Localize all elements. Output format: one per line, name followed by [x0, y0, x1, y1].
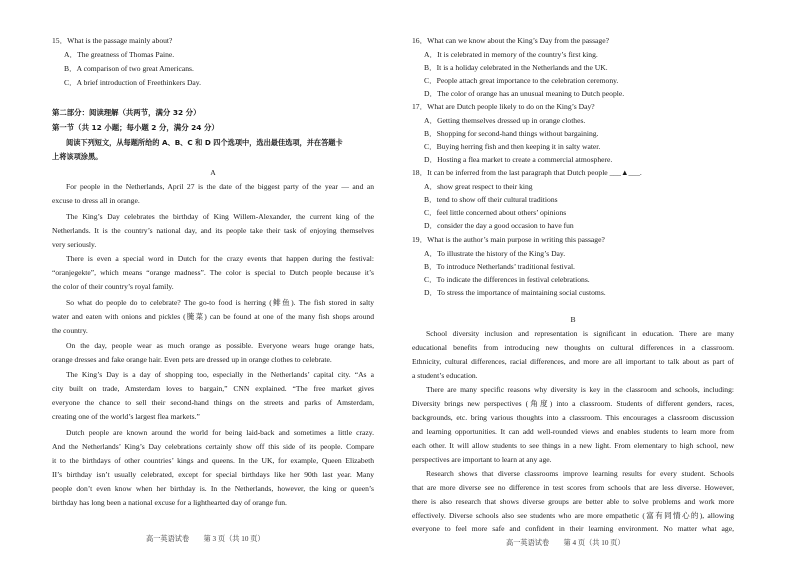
page-footer: 高一英语试卷 第 3 页（共 10 页） [146, 535, 265, 543]
question-18-option-b: B．tend to show off their cultural traditions [424, 195, 558, 204]
passage-a-line: And the Netherlands’ King’s Day celebrations certainly show off this side of its people. Compare [52, 442, 374, 451]
passage-b-line: a student’s education. [412, 371, 478, 380]
passage-a-line: orange dresses and fake orange hair. Even pets are dressed up in orange clothes to celebrate. [52, 355, 332, 364]
passage-a-line: Dutch people are known around the world for being laid-back and sometimes a little crazy. [66, 428, 374, 437]
passage-b-line: School diversity inclusion and representation is significant in education. There are many [426, 329, 734, 338]
passage-a-line: The King’s Day is a day of shopping too, especially in the Netherlands’ capital city. “As a [66, 370, 374, 379]
passage-b-label: B [570, 315, 576, 324]
passage-a-line: it to the birthdays of other countries’ kings and queens. In the UK, for example, Queen Elizabeth [52, 456, 374, 465]
question-15-option-b: B．A comparison of two great Americans. [64, 64, 194, 73]
passage-b-line: effectively. Diverse schools also see students who are more empathetic (富有同情心的), allowing [412, 511, 734, 520]
passage-b-line: Ethnicity, cultural differences, racial differences, and more are all important to talk about as part of [412, 357, 734, 366]
question-17-option-d: D．Hosting a flea market to create a commercial atmosphere. [424, 155, 613, 164]
passage-b-line: Diversity brings new perspectives (角度) into a classroom. Students of different genders, races, [412, 399, 734, 408]
question-17-stem: 17．What are Dutch people likely to do on the King’s Day? [412, 102, 595, 111]
passage-a-line: II’s birthday isn’t usually celebrated, except for special birthdays like her 90th last year. Many [52, 470, 374, 479]
question-16-option-a: A．It is celebrated in memory of the country’s first king. [424, 50, 598, 59]
question-18-option-a: A．show great respect to their king [424, 182, 533, 191]
passage-a-line: water and eaten with onions and pickles (腌菜) can be found at one of the many fish shops around [52, 312, 374, 321]
passage-b-line: and learning opportunities. It can add well-rounded views and enables students to learn more from [412, 427, 734, 436]
passage-a-line: the color of their country’s royal family. [52, 282, 174, 291]
passage-a-line: the country. [52, 326, 88, 335]
question-19-option-a: A．To illustrate the history of the King’s Day. [424, 249, 566, 258]
passage-a-line: Netherlands. It is the country’s national day, and its people take their task of enjoying themselves [52, 226, 374, 235]
passage-a-line: birthday has long been a national excuse for a lighthearted day of orange fun. [52, 498, 287, 507]
question-15-option-a: A．The greatness of Thomas Paine. [64, 50, 175, 59]
section-title: 第一节（共 12 小题；每小题 2 分，满分 24 分） [52, 123, 219, 132]
question-18-option-d: D．consider the day a good occasion to have fun [424, 221, 574, 230]
page-footer: 高一英语试卷 第 4 页（共 10 页） [506, 539, 625, 547]
question-18-option-c: C．feel little concerned about others’ opinions [424, 208, 567, 217]
passage-b-line: Research shows that diverse classrooms improve learning results for every student. Schools [426, 469, 734, 478]
question-19-option-d: D．To stress the importance of maintaining social customs. [424, 288, 606, 297]
passage-a-line: city built on trade, Amsterdam loves to bargain,” CNN explained. “The free market gives [52, 384, 374, 393]
question-19-option-c: C．To indicate the differences in festival celebrations. [424, 275, 590, 284]
passage-b-line: each other. It will allow students to see things in a new light. From elementary to high school, new [412, 441, 734, 450]
passage-b-line: everyone to feel more safe and confident in their learning environment. No matter what age, [412, 524, 734, 533]
question-19-option-b: B．To introduce Netherlands’ traditional festival. [424, 262, 575, 271]
part-title: 第二部分：阅读理解（共两节，满分 32 分） [52, 108, 201, 117]
passage-a-line: So what do people do to celebrate? The go-to food is herring (鲱鱼). The fish stored in salty [66, 298, 374, 307]
passage-b-line: perspectives are important to learn at any age. [412, 455, 552, 464]
passage-b-line: backgrounds, etc. bring various thoughts into a classroom. This encourages a classroom discussion [412, 413, 734, 422]
question-15-stem: 15．What is the passage mainly about? [52, 36, 173, 45]
passage-a-line: excuse to dress all in orange. [52, 196, 140, 205]
passage-b-line: there is also research that shows diverse groups are better able to solve problems and work more [412, 497, 734, 506]
question-17-option-b: B．Shopping for second-hand things without bargaining. [424, 129, 599, 138]
passage-a-line: very seriously. [52, 240, 97, 249]
question-15-option-c: C．A brief introduction of Freethinkers Day. [64, 78, 202, 87]
passage-a-line: “oranjegekte”, which means “orange madness”. The color is special to Dutch people because it’s [52, 268, 374, 277]
question-17-option-c: C．Buying herring fish and then keeping it in salty water. [424, 142, 601, 151]
passage-b-line: educational benefits from introducing new thoughts on cultural differences in a classroom. [412, 343, 734, 352]
question-19-stem: 19．What is the author’s main purpose in writing this passage? [412, 235, 605, 244]
passage-a-line: people don’t even know when her birthday is. In the Netherlands, however, the king or queen’s [52, 484, 374, 493]
question-16-option-b: B．It is a holiday celebrated in the Netherlands and the UK. [424, 63, 608, 72]
passage-a-line: There is even a special word in Dutch for the crazy events that happen during the festival: [66, 254, 374, 263]
passage-a-line: For people in the Netherlands, April 27 is the date of the biggest party of the year — and an [66, 182, 374, 191]
passage-a-line: The King’s Day celebrates the birthday of King Willem-Alexander, the current king of the [66, 212, 374, 221]
question-16-option-d: D．The color of orange has an unusual meaning to Dutch people. [424, 89, 625, 98]
question-16-option-c: C．People attach great importance to the celebration ceremony. [424, 76, 619, 85]
question-18-stem: 18．It can be inferred from the last paragraph that Dutch people ___▲___. [412, 168, 642, 177]
passage-a-label: A [210, 168, 216, 177]
question-17-option-a: A．Getting themselves dressed up in orange clothes. [424, 116, 586, 125]
passage-a-line: creating one of the world’s largest flea markets.” [52, 412, 200, 421]
passage-a-line: everyone the chance to sell their second-hand things on the streets and parks of Amsterdam, [52, 398, 374, 407]
instruction-line-1: 阅读下列短文，从每题所给的 A、B、C 和 D 四个选项中，选出最佳选项，并在答题卡 [66, 138, 343, 147]
instruction-line-2: 上将该项涂黑。 [52, 152, 103, 161]
passage-b-line: There are many specific reasons why diversity is key in the classroom and schools, including: [426, 385, 734, 394]
passage-a-line: On the day, people wear as much orange as possible. Everyone wears huge orange hats, [66, 341, 374, 350]
passage-b-line: that are more diverse see no difference in test scores from schools that are less diverse. However, [412, 483, 734, 492]
question-16-stem: 16．What can we know about the King’s Day from the passage? [412, 36, 609, 45]
